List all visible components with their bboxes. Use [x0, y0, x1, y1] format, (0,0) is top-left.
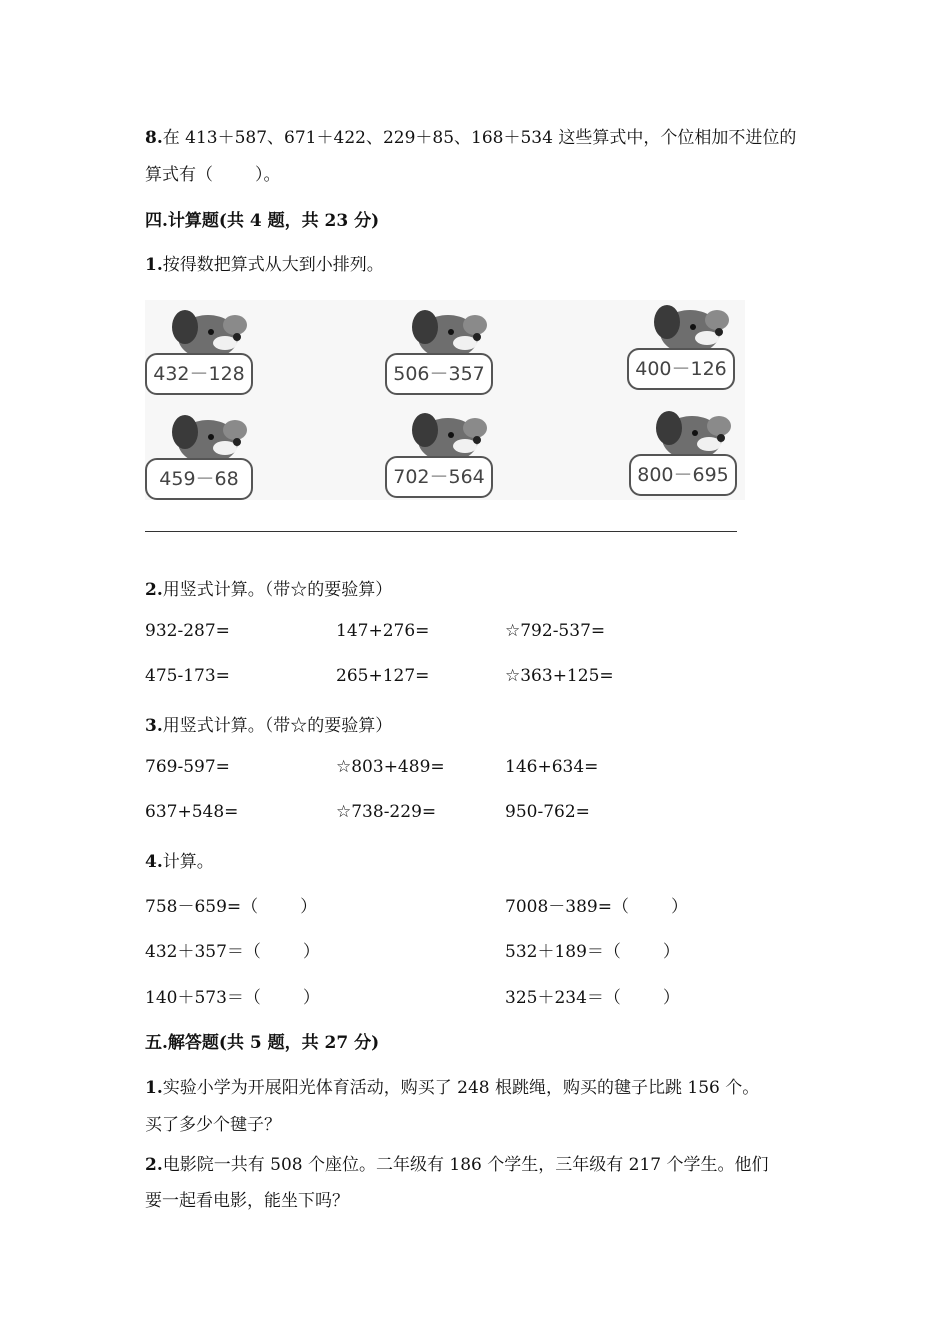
section4-title: 四.计算题(共 4 题，共 23 分): [145, 211, 380, 231]
dog-card: [145, 305, 265, 405]
p4-prompt: [145, 847, 214, 872]
p4-expression: 432＋357＝（: [145, 942, 261, 962]
expression-sign: 400－126: [627, 348, 735, 390]
p3-item: 146+634=: [505, 757, 599, 777]
p4-close: ）: [300, 897, 318, 917]
p3-text: 用竖式计算。（带☆的要验算）: [162, 716, 393, 736]
p3-item: ☆803+489=: [336, 757, 445, 777]
dog-card: [385, 305, 505, 405]
p4-close: ）: [670, 897, 688, 917]
a2-line2: 要一起看电影，能坐下吗？: [145, 1191, 349, 1211]
q8-text: 在 413＋587、671＋422、229＋85、168＋534 这些算式中，个位相加不进位的: [162, 128, 797, 148]
expression-sign: 459－68: [145, 458, 253, 500]
p2-prompt: [145, 575, 392, 600]
p1-answer-line[interactable]: [145, 531, 737, 532]
p3-item: 769-597=: [145, 757, 230, 777]
expression-sign: 506－357: [385, 353, 493, 395]
p3-item: ☆738-229=: [336, 802, 437, 822]
a2-number: 2.: [145, 1155, 163, 1175]
a1-text: 实验小学为开展阳光体育活动，购买了 248 根跳绳，购买的毽子比跳 156 个。: [162, 1078, 760, 1098]
a1-line1: [145, 1073, 759, 1098]
dog-icon: [163, 305, 253, 360]
p1-number: 1.: [145, 255, 163, 275]
dog-icon: [403, 408, 493, 463]
p4-close: ）: [302, 942, 320, 962]
p2-item: 147+276=: [336, 621, 430, 641]
dog-icon: [163, 410, 253, 465]
p1-prompt: [145, 250, 384, 275]
p4-text: 计算。: [162, 852, 214, 872]
p4-close: ）: [662, 942, 680, 962]
p4-item: [505, 983, 680, 1008]
p4-number: 4.: [145, 852, 163, 872]
dog-card: [385, 408, 505, 508]
p3-item: 950-762=: [505, 802, 590, 822]
p4-expression: 325＋234＝（: [505, 988, 621, 1008]
expression-sign: 702－564: [385, 456, 493, 498]
p2-number: 2.: [145, 580, 163, 600]
p4-close: ）: [662, 988, 680, 1008]
expression-sign: 432－128: [145, 353, 253, 395]
dog-icon: [403, 305, 493, 360]
expression-sign: 800－695: [629, 454, 737, 496]
dog-card: [627, 300, 747, 400]
p4-item: [505, 892, 688, 917]
p2-item: 265+127=: [336, 666, 430, 686]
q8-line1: [145, 123, 796, 148]
a1-number: 1.: [145, 1078, 163, 1098]
p4-item: [145, 937, 320, 962]
q8-blank-close: ）。: [255, 165, 281, 185]
dog-card: [629, 406, 749, 506]
a2-line1: [145, 1150, 769, 1175]
q8-line2: [145, 160, 281, 185]
p2-item: 932-287=: [145, 621, 230, 641]
dog-card: [145, 410, 265, 510]
p2-item: ☆363+125=: [505, 666, 614, 686]
p4-expression: 7008－389=（: [505, 897, 629, 917]
p1-text: 按得数把算式从大到小排列。: [162, 255, 384, 275]
dog-cards-picture: [145, 300, 745, 500]
p2-item: 475-173=: [145, 666, 230, 686]
p3-prompt: [145, 711, 392, 736]
q8-blank-open: 算式有（: [145, 165, 213, 185]
p4-expression: 140＋573＝（: [145, 988, 261, 1008]
a2-text: 电影院一共有 508 个座位。二年级有 186 个学生，三年级有 217 个学生。他们: [162, 1155, 769, 1175]
p2-item: ☆792-537=: [505, 621, 606, 641]
dog-icon: [647, 406, 737, 461]
p3-item: 637+548=: [145, 802, 239, 822]
a1-line2: 买了多少个毽子？: [145, 1115, 281, 1135]
p3-number: 3.: [145, 716, 163, 736]
p4-item: [145, 892, 317, 917]
p2-text: 用竖式计算。（带☆的要验算）: [162, 580, 393, 600]
p4-item: [505, 937, 680, 962]
p4-close: ）: [302, 988, 320, 1008]
p4-item: [145, 983, 320, 1008]
p4-expression: 532＋189＝（: [505, 942, 621, 962]
dog-icon: [645, 300, 735, 355]
section5-title: 五.解答题(共 5 题，共 27 分): [145, 1033, 380, 1053]
q8-number: 8.: [145, 128, 163, 148]
p4-expression: 758－659=（: [145, 897, 259, 917]
